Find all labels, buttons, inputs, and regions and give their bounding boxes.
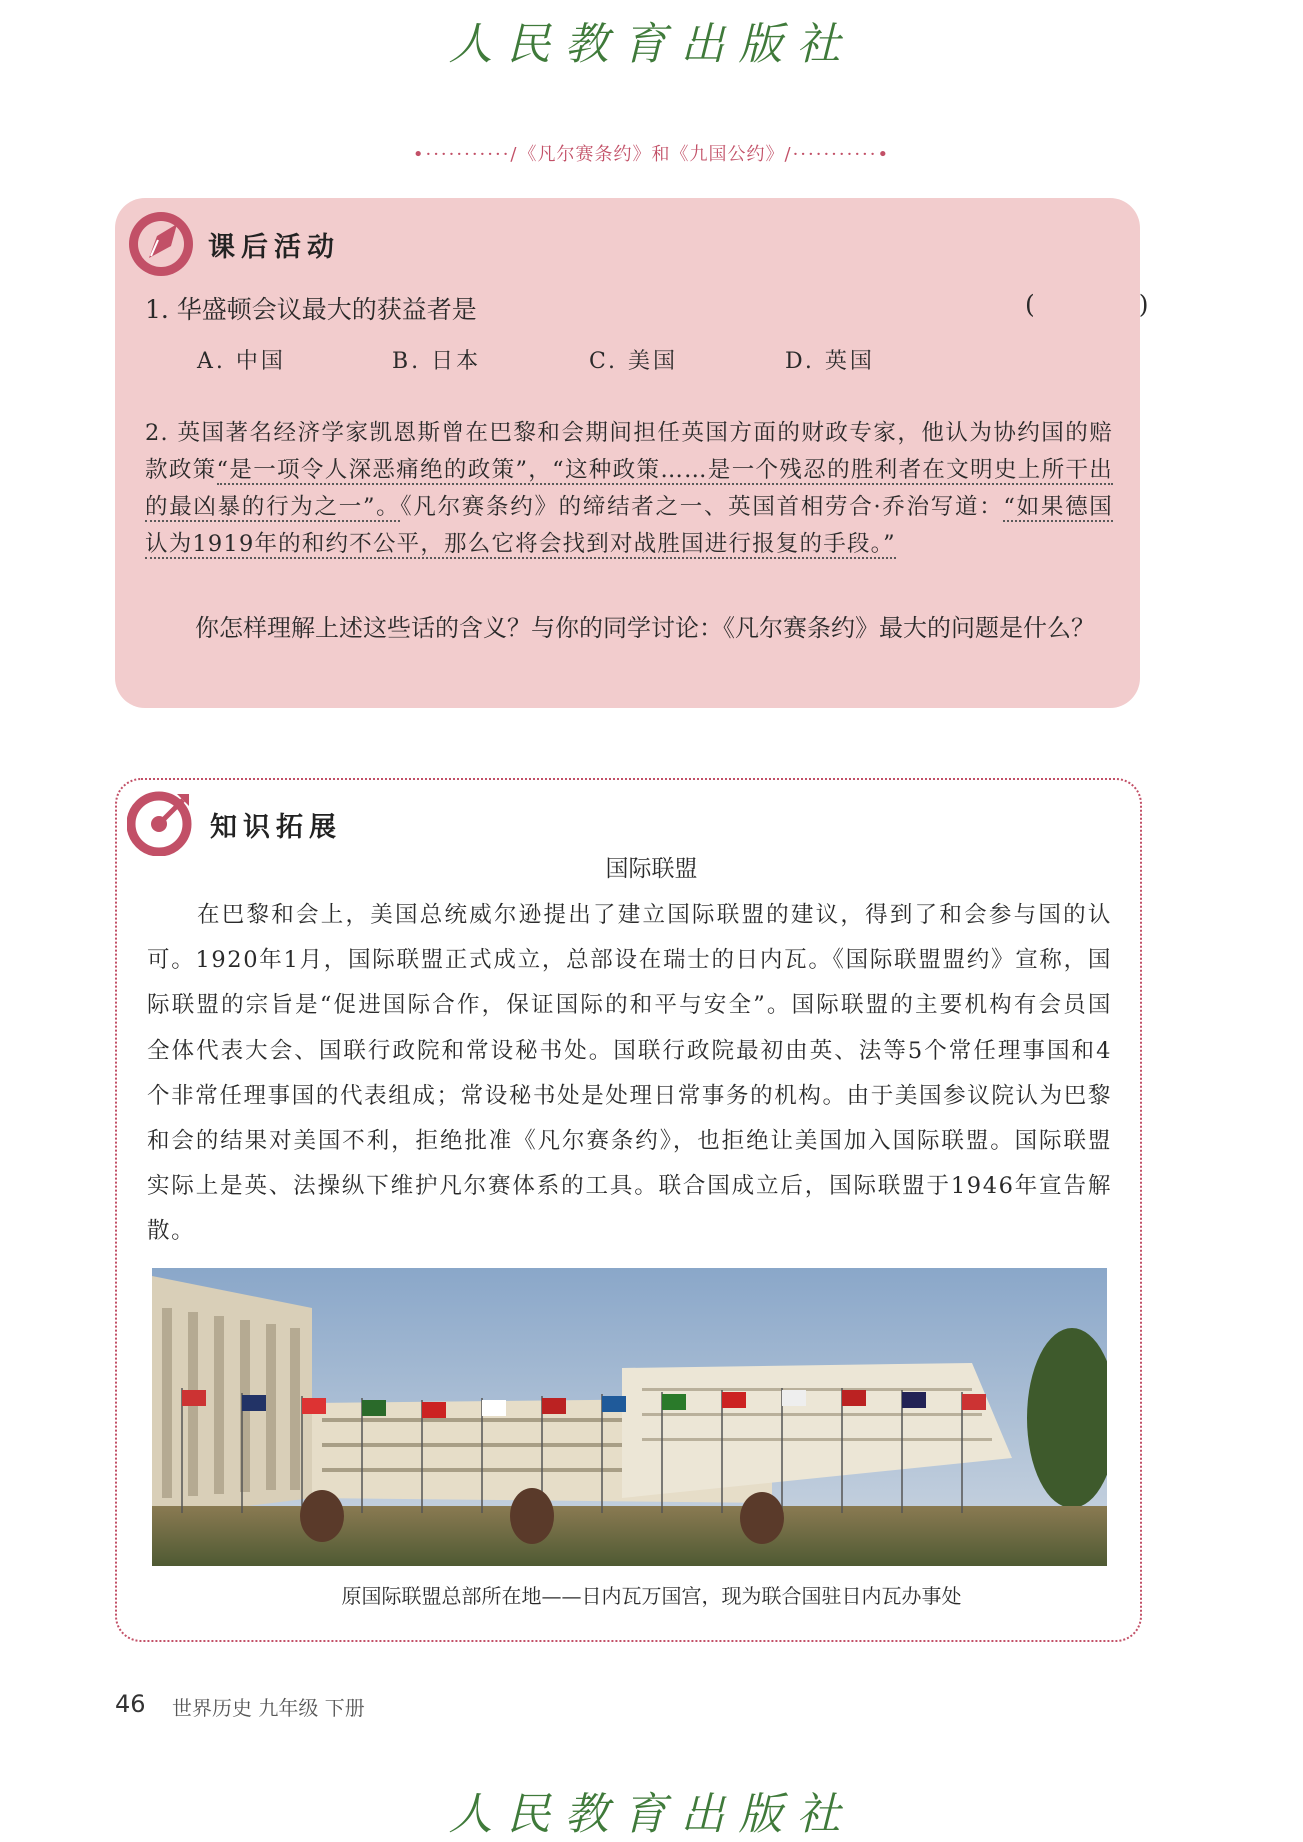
palais-des-nations-photo	[152, 1268, 1107, 1566]
publisher-logo-top: 人民教育出版社	[448, 19, 855, 70]
q2-lloyd-george: 《凡尔赛条约》的缔结者之一、英国首相劳合·乔治写道：	[400, 494, 1004, 520]
photo-caption: 原国际联盟总部所在地——日内瓦万国宫，现为联合国驻日内瓦办事处	[341, 1584, 962, 1608]
publisher-logo-bottom: 人民教育出版社	[448, 1789, 855, 1840]
q2-quote-keynes: “是一项令人深恶痛绝的政策”，“这种政策……是一个残忍的胜利者在文明史上所干出的最凶暴的行为之一”。	[145, 457, 1114, 520]
chapter-header	[0, 140, 1303, 166]
knowledge-paragraph: 在巴黎和会上，美国总统威尔逊提出了建立国际联盟的建议，得到了和会参与国的认可。1920年1月，国际联盟正式成立，总部设在瑞士的日内瓦。《国际联盟盟约》宣称，国际联盟的宗旨是“促进国际合作，保证国际的和平与安全”。国际联盟的主要机构有会员国全体代表大会、国联行政院和常设秘书处。国联行政院最初由英、法等5个常任理事国和4个非常任理事国的代表组成；常设秘书处是处理日常事务的机构。由于美国参议院认为巴黎和会的结果对美国不利，拒绝批准《凡尔赛条约》，也拒绝让美国加入国际联盟。国际联盟实际上是英、法操纵下维护凡尔赛体系的工具。联合国成立后，国际联盟于1946年宣告解散。	[147, 902, 1112, 1245]
dots-left: •···········/	[412, 144, 519, 165]
dots-right: /···········•	[784, 144, 891, 165]
knowledge-target-icon	[127, 788, 195, 856]
option-d: D. 英国	[785, 349, 875, 374]
page-number: 46	[115, 1690, 146, 1718]
chapter-header-text: 《凡尔赛条约》和《九国公约》	[518, 144, 785, 165]
q2-intro: 2. 英国著名经济学家凯恩斯曾在巴黎和会期间担任英国方面的财政专家，他认为协约国的赔款政策	[145, 420, 1113, 483]
activity-pencil-icon	[127, 210, 195, 278]
question-2	[145, 415, 1113, 563]
option-b: B. 日本	[392, 349, 482, 374]
question-2-prompt: 你怎样理解上述这些话的含义？与你的同学讨论：《凡尔赛条约》最大的问题是什么？	[195, 614, 1095, 642]
q2-quote-lloyd-george: “如果德国认为1919年的和约不公平，那么它将会找到对战胜国进行报复的手段。”	[145, 494, 1113, 557]
knowledge-heading: 国际联盟	[605, 856, 698, 882]
option-a: A. 中国	[197, 349, 286, 374]
photo-illustration	[152, 1268, 1107, 1566]
question-1: 1. 华盛顿会议最大的获益者是	[145, 295, 477, 324]
activity-title: 课后活动	[208, 232, 340, 263]
answer-paren: ( )	[1025, 290, 1197, 319]
option-c: C. 美国	[589, 349, 679, 374]
knowledge-title: 知识拓展	[210, 812, 342, 843]
book-title: 世界历史 九年级 下册	[172, 1696, 365, 1720]
